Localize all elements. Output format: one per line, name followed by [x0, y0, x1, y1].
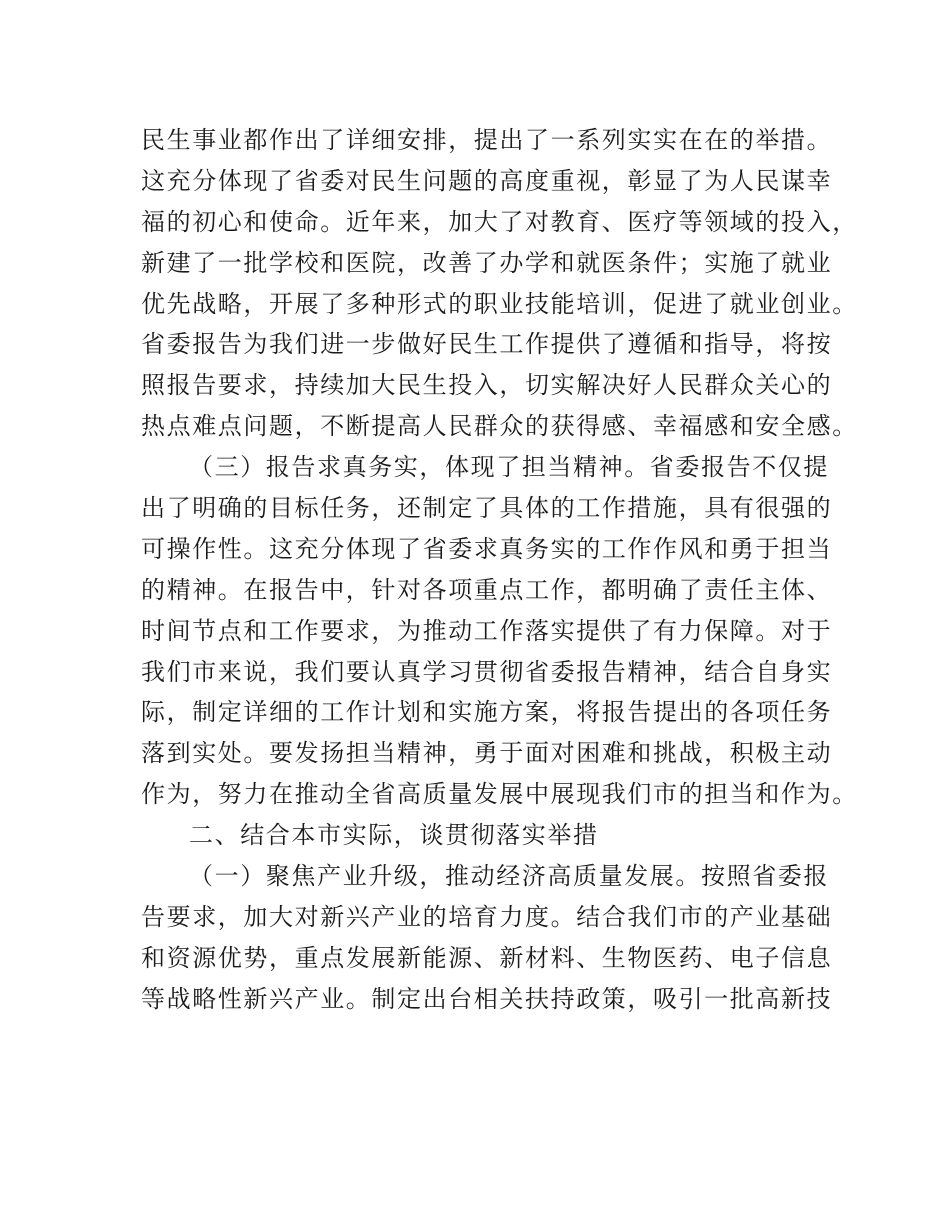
text-line: 新建了一批学校和医院，改善了办学和就医条件；实施了就业 [141, 248, 833, 277]
text-line: 可操作性。这充分体现了省委求真务实的工作作风和勇于担当 [141, 534, 833, 563]
text-line: 出了明确的目标任务，还制定了具体的工作措施，具有很强的 [141, 494, 833, 523]
text-line: 际，制定详细的工作计划和实施方案，将报告提出的各项任务 [141, 698, 833, 727]
paragraph-start-line: （三）报告求真务实，体现了担当精神。省委报告不仅提 [189, 453, 829, 482]
text-line: 热点难点问题，不断提高人民群众的获得感、幸福感和安全感。 [141, 412, 858, 441]
text-line: 作为，努力在推动全省高质量发展中展现我们市的担当和作为。 [141, 780, 858, 809]
text-line: 福的初心和使命。近年来，加大了对教育、医疗等领域的投入， [141, 207, 858, 236]
text-line: 优先战略，开展了多种形式的职业技能培训，促进了就业创业。 [141, 289, 858, 318]
body-text [141, 120, 858, 1020]
text-line: 省委报告为我们进一步做好民生工作提供了遵循和指导，将按 [141, 330, 833, 359]
text-line: 这充分体现了省委对民生问题的高度重视，彰显了为人民谋幸 [141, 166, 833, 195]
text-line: 告要求，加大对新兴产业的培育力度。结合我们市的产业基础 [141, 902, 833, 931]
text-line: 的精神。在报告中，针对各项重点工作，都明确了责任主体、 [141, 575, 833, 604]
text-line: 照报告要求，持续加大民生投入，切实解决好人民群众关心的 [141, 371, 833, 400]
text-line: 落到实处。要发扬担当精神，勇于面对困难和挑战，积极主动 [141, 739, 833, 768]
section-heading: 二、结合本市实际，谈贯彻落实举措 [189, 821, 599, 850]
text-line: 时间节点和工作要求，为推动工作落实提供了有力保障。对于 [141, 616, 833, 645]
text-line: 民生事业都作出了详细安排，提出了一系列实实在在的举措。 [141, 126, 833, 154]
text-line: 等战略性新兴产业。制定出台相关扶持政策，吸引一批高新技 [141, 984, 833, 1013]
paragraph-start-line: （一）聚焦产业升级，推动经济高质量发展。按照省委报 [189, 862, 829, 891]
text-line: 和资源优势，重点发展新能源、新材料、生物医药、电子信息 [141, 943, 833, 972]
text-line: 我们市来说，我们要认真学习贯彻省委报告精神，结合自身实 [141, 657, 833, 686]
